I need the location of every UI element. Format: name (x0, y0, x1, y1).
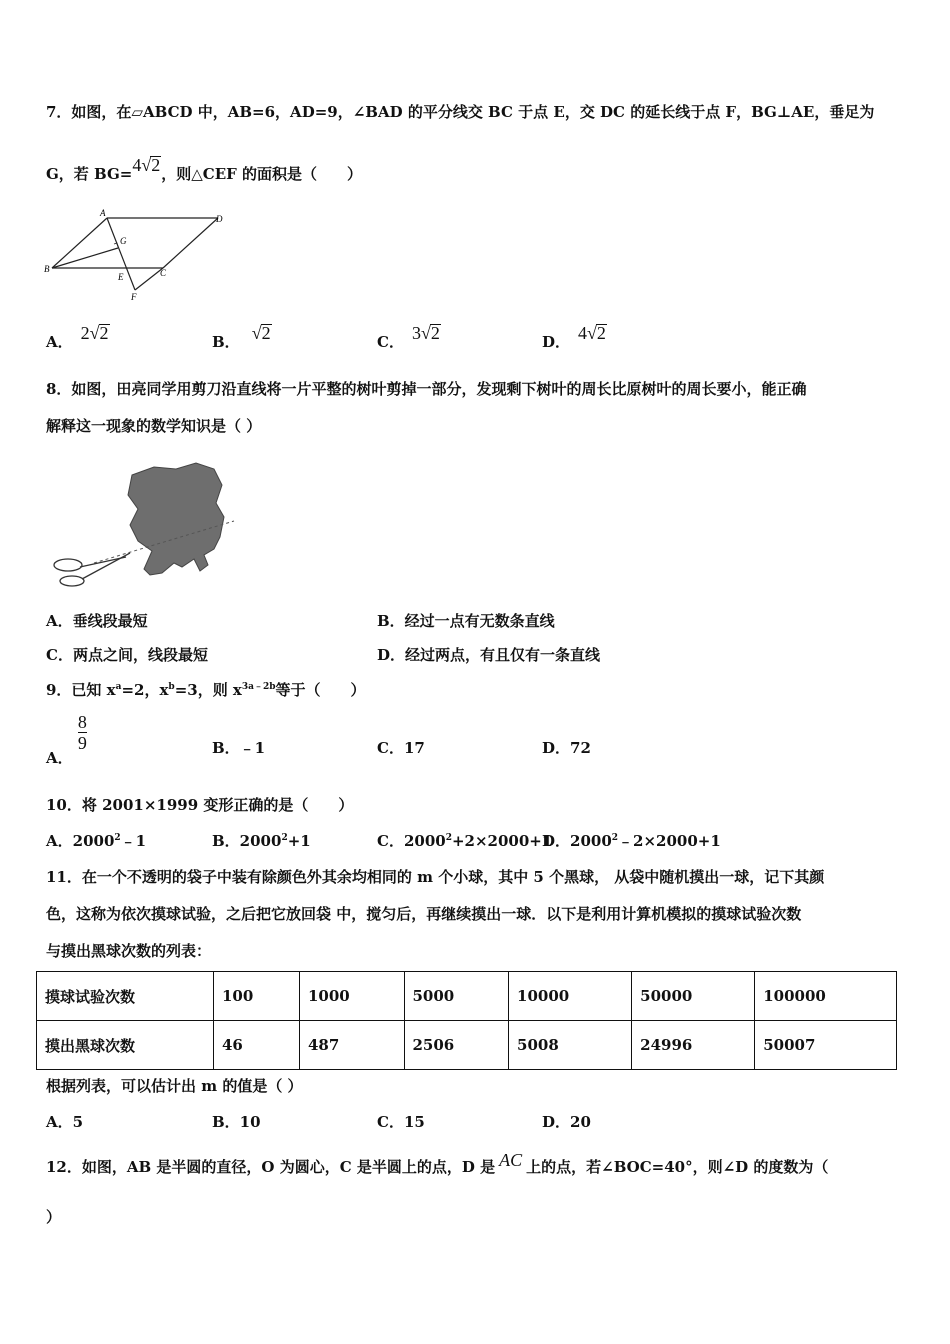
arc-ac: AC (499, 1150, 523, 1170)
leaf-icon (128, 463, 224, 575)
q11-option-a[interactable]: A．5 (46, 1113, 84, 1131)
q8-stem-line1: 8．如图，田亮同学用剪刀沿直线将一片平整的树叶剪掉一部分，发现剩下树叶的周长比原树叶的周长要小，能正确 (46, 380, 807, 398)
q10-stem: 10．将 2001×1999 变形正确的是（ ） (46, 796, 354, 814)
q9-option-d[interactable]: D．72 (542, 739, 591, 757)
q8-option-d[interactable]: D．经过两点，有且仅有一条直线 (377, 646, 601, 664)
label-G: G (120, 236, 127, 246)
parallelogram-figure (40, 208, 240, 308)
label-A: A (100, 208, 106, 218)
q8-option-a[interactable]: A．垂线段最短 (46, 612, 148, 630)
scissors-icon (54, 553, 130, 586)
table-cell: 46 (214, 1021, 300, 1070)
q11-stem-line1: 11．在一个不透明的袋子中装有除颜色外其余均相同的 m 个小球，其中 5 个黑球， 从袋中随机摸出一球，记下其颜 (46, 868, 825, 886)
q9-option-b[interactable]: B．﹣1 (212, 739, 266, 757)
q7-stem-line1: 7．如图，在▱ABCD 中，AB=6，AD=9，∠BAD 的平分线交 BC 于点 E，交 DC 的延长线于点 F，BG⊥AE，垂足为 (46, 103, 875, 121)
table-cell: 487 (299, 1021, 404, 1070)
q9-option-c[interactable]: C．17 (377, 739, 425, 757)
q7-option-d[interactable]: D． 4√2 (542, 323, 606, 351)
q7-option-b[interactable]: B． √2 (212, 323, 271, 351)
q7-option-a[interactable]: A． 2√2 (46, 323, 109, 351)
table-cell: 24996 (632, 1021, 755, 1070)
q11-stem-line2: 色，这称为依次摸球试验，之后把它放回袋 中，搅匀后，再继续摸出一球．以下是利用计算机模拟的摸球试验次数 (46, 905, 802, 923)
table-cell: 摸出黑球次数 (37, 1021, 214, 1070)
q11-stem-line3: 与摸出黑球次数的列表： (46, 942, 212, 960)
q11-option-c[interactable]: C．15 (377, 1113, 425, 1131)
q11-followup: 根据列表，可以估计出 m 的值是（ ） (46, 1077, 303, 1095)
table-row (37, 972, 897, 1021)
table-row (37, 1021, 897, 1070)
table-cell: 摸球试验次数 (37, 972, 214, 1021)
q7-stem-line2: G，若 BG=4√2，则△CEF 的面积是（ ） (46, 155, 363, 183)
table-cell: 50000 (632, 972, 755, 1021)
label-B: B (44, 264, 50, 274)
q11-option-d[interactable]: D．20 (542, 1113, 591, 1131)
q8-stem-line2: 解释这一现象的数学知识是（ ） (46, 417, 262, 435)
q11-option-b[interactable]: B．10 (212, 1113, 261, 1131)
q10-option-d[interactable]: D．$2000^2﹣2\times 2000+1$ (542, 832, 721, 850)
leaf-scissors-figure (44, 455, 244, 600)
q12-stem-line2: ） (46, 1208, 62, 1226)
q7-option-c[interactable]: C． 3√2 (377, 323, 440, 351)
table-cell: 2506 (404, 1021, 509, 1070)
label-D: D (216, 214, 223, 224)
table-cell: 5000 (404, 972, 509, 1021)
q12-stem-line1: 12．如图，AB 是半圆的直径，O 为圆心，C 是半圆上的点，D 是 AC 上的点，若∠BOC=40°，则∠D 的度数为（ (46, 1150, 829, 1176)
table-cell: 5008 (509, 1021, 632, 1070)
label-C: C (160, 268, 167, 278)
q10-option-a[interactable]: A．2000$^2$﹣1 (46, 832, 147, 850)
q10-option-b[interactable]: B．$2000^2+1$ (212, 832, 311, 850)
table-cell: 10000 (509, 972, 632, 1021)
trial-table (36, 971, 897, 1070)
label-F: F (131, 292, 137, 302)
q10-option-c[interactable]: C．$2000^2+2\times 2000+1$ (377, 832, 553, 850)
q8-option-b[interactable]: B．经过一点有无数条直线 (377, 612, 555, 630)
table-cell: 100000 (755, 972, 897, 1021)
q8-option-c[interactable]: C．两点之间，线段最短 (46, 646, 208, 664)
q9-stem: 9．已知 $x^a=2$，$x^b=3$，则 $x^{3a﹣2b}$等于（ ） (46, 681, 366, 699)
table-cell: 50007 (755, 1021, 897, 1070)
q9-option-a[interactable]: A． $\frac{8}{9}$ (46, 712, 87, 767)
table-cell: 1000 (299, 972, 404, 1021)
label-E: E (118, 272, 124, 282)
table-cell: 100 (214, 972, 300, 1021)
